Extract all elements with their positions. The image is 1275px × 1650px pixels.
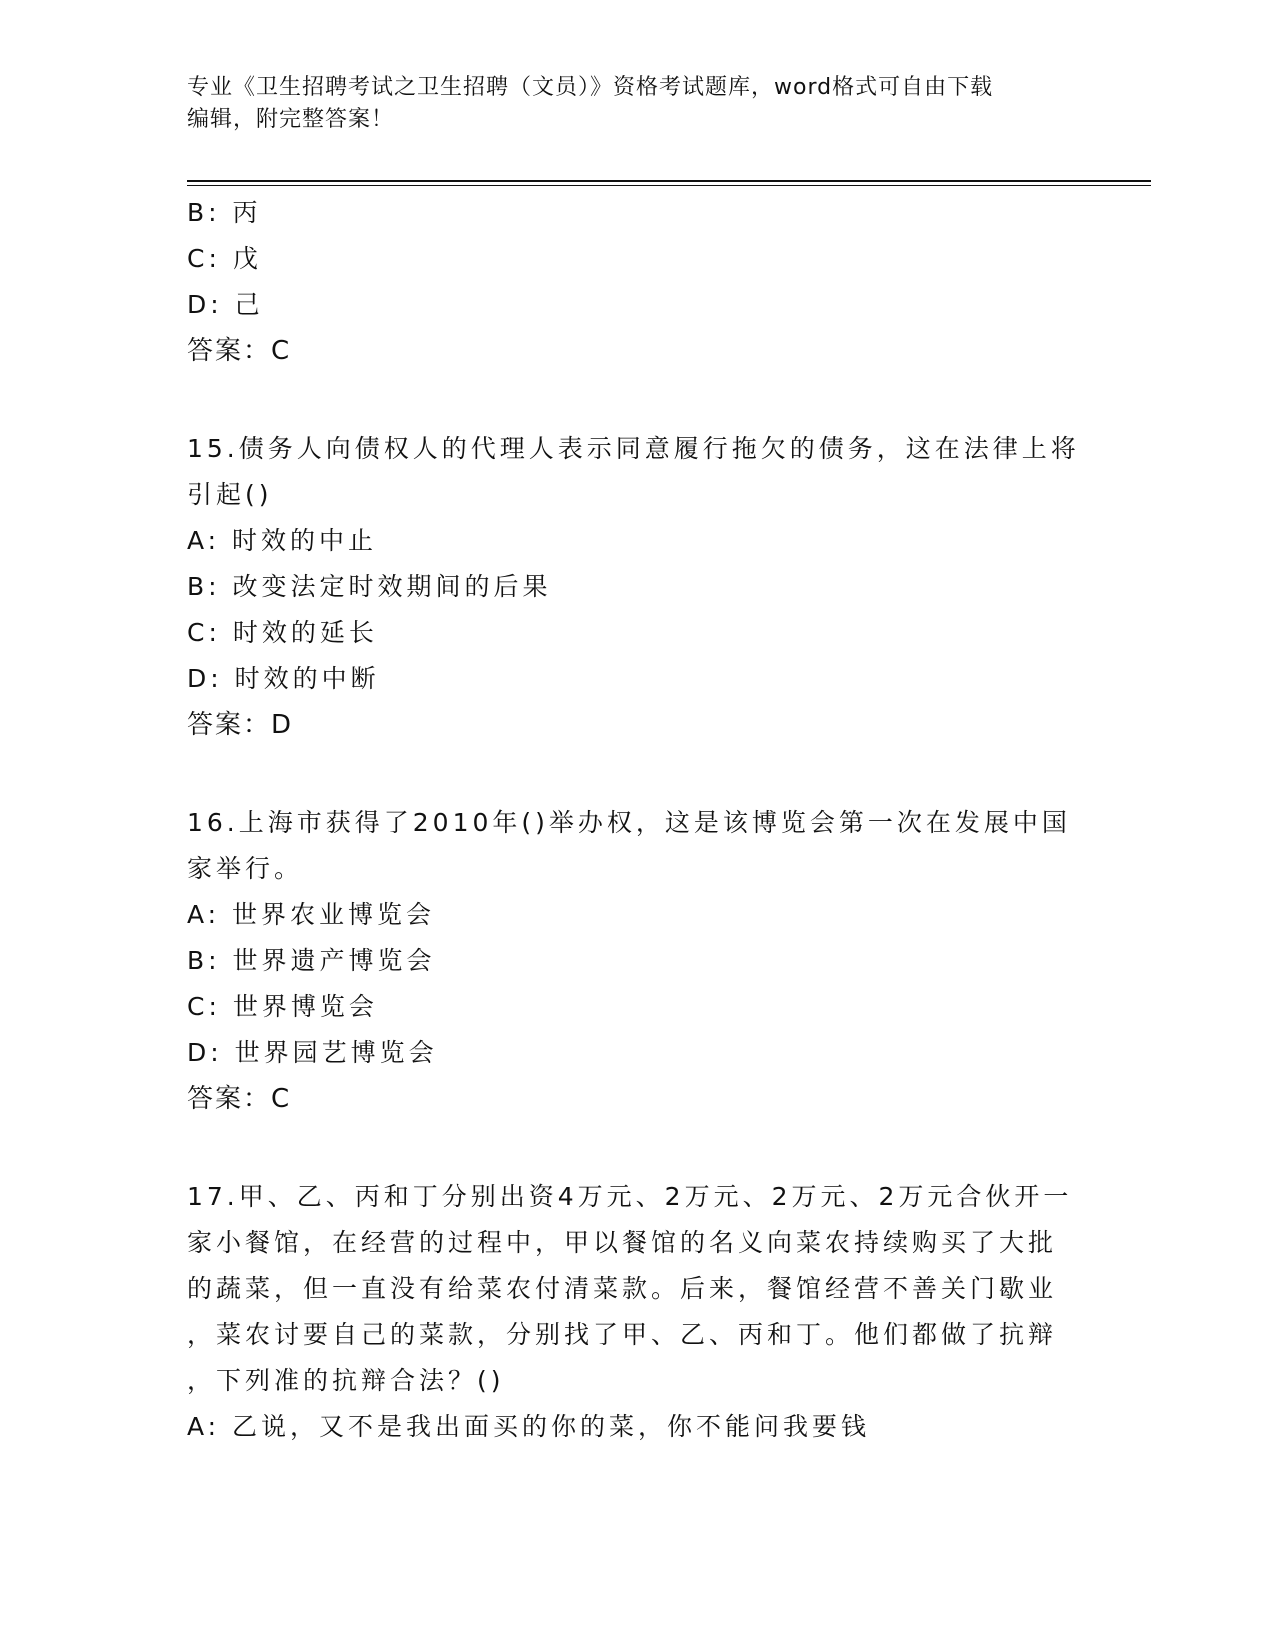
question-text: 引起() [187,480,273,509]
option-b: B: 丙 [187,198,262,227]
option-c: C: 戊 [187,244,262,273]
question-text: 家小餐馆，在经营的过程中，甲以餐馆的名义向菜农持续购买了大批 [187,1228,1058,1257]
document-header [187,72,1087,136]
question-text: 的蔬菜，但一直没有给菜农付清菜款。后来，餐馆经营不善关门歇业 [187,1274,1058,1303]
answer: 答案：C [187,336,292,366]
answer: 答案：D [187,710,294,740]
question-17 [187,1174,1087,1450]
option-a: A: 世界农业博览会 [187,900,436,929]
question-15 [187,426,1087,748]
answer: 答案：C [187,1084,292,1114]
option-a: A: 乙说，又不是我出面买的你的菜，你不能问我要钱 [187,1412,871,1441]
option-b: B: 世界遗产博览会 [187,946,436,975]
header-divider [187,180,1151,182]
option-a: A: 时效的中止 [187,526,378,555]
option-c: C: 时效的延长 [187,618,378,647]
header-line-2: 编辑，附完整答案！ [187,107,395,132]
header-divider-thin [187,185,1151,186]
previous-question-tail [187,190,1087,374]
question-text: 17.甲、乙、丙和丁分别出资4万元、2万元、2万元、2万元合伙开一 [187,1182,1073,1211]
option-d: D: 时效的中断 [187,664,380,693]
question-text: ，下列准的抗辩合法？() [187,1366,505,1395]
option-d: D: 世界园艺博览会 [187,1038,438,1067]
option-b: B: 改变法定时效期间的后果 [187,572,552,601]
option-d: D: 己 [187,290,264,319]
header-line-1: 专业《卫生招聘考试之卫生招聘（文员）》资格考试题库，word格式可自由下载 [187,75,994,100]
option-c: C: 世界博览会 [187,992,378,1021]
question-list [187,190,1087,1450]
question-16 [187,800,1087,1122]
question-text: 家举行。 [187,854,304,883]
question-text: 15.债务人向债权人的代理人表示同意履行拖欠的债务，这在法律上将 [187,434,1080,463]
question-text: 16.上海市获得了2010年()举办权，这是该博览会第一次在发展中国 [187,808,1071,837]
question-text: ，菜农讨要自己的菜款，分别找了甲、乙、丙和丁。他们都做了抗辩 [187,1320,1058,1349]
